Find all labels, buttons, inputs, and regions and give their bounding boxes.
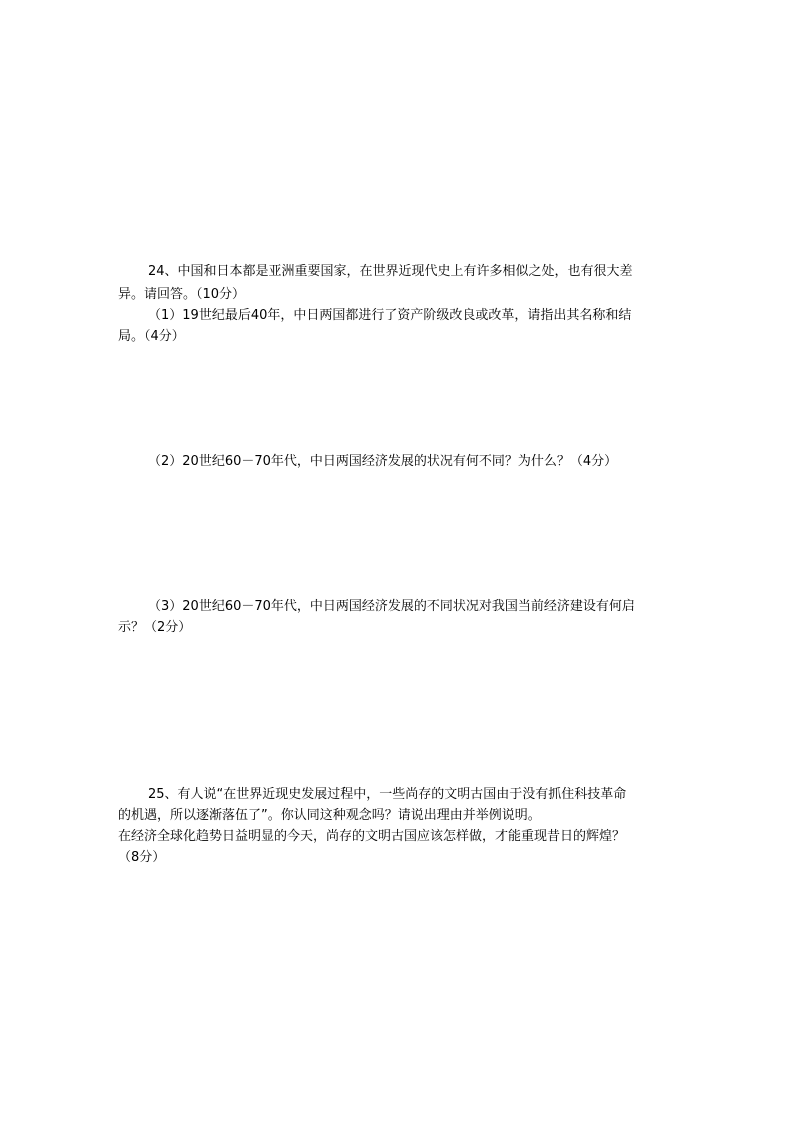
- q25-line-3: 在经济全球化趋势日益明显的今天，尚存的文明古国应该怎样做，才能重现昔日的辉煌？: [118, 829, 626, 844]
- q24-sub3-line-1: （3）20世纪60－70年代，中日两国经济发展的不同状况对我国当前经济建设有何启: [148, 599, 635, 614]
- q25-line-1: 25、有人说“在世界近现史发展过程中，一些尚存的文明古国由于没有抓住科技革命: [148, 787, 627, 802]
- q24-intro-line-2: 异。请回答。（10分）: [118, 287, 246, 302]
- q24-intro-line-1: 24、中国和日本都是亚洲重要国家，在世界近现代史上有许多相似之处，也有很大差: [148, 264, 633, 279]
- q24-sub3-line-2: 示？（2分）: [118, 620, 192, 635]
- q25-line-4: （8分）: [118, 850, 166, 865]
- q24-sub1-line-1: （1）19世纪最后40年，中日两国都进行了资产阶级改良或改革，请指出其名称和结: [148, 308, 632, 323]
- q24-sub1-line-2: 局。（4分）: [118, 329, 185, 344]
- q25-line-2: 的机遇，所以逐渐落伍了”。你认同这种观念吗？请说出理由并举例说明。: [118, 808, 541, 823]
- q24-sub2-line-1: （2）20世纪60－70年代，中日两国经济发展的状况有何不同？为什么？（4分）: [148, 454, 618, 469]
